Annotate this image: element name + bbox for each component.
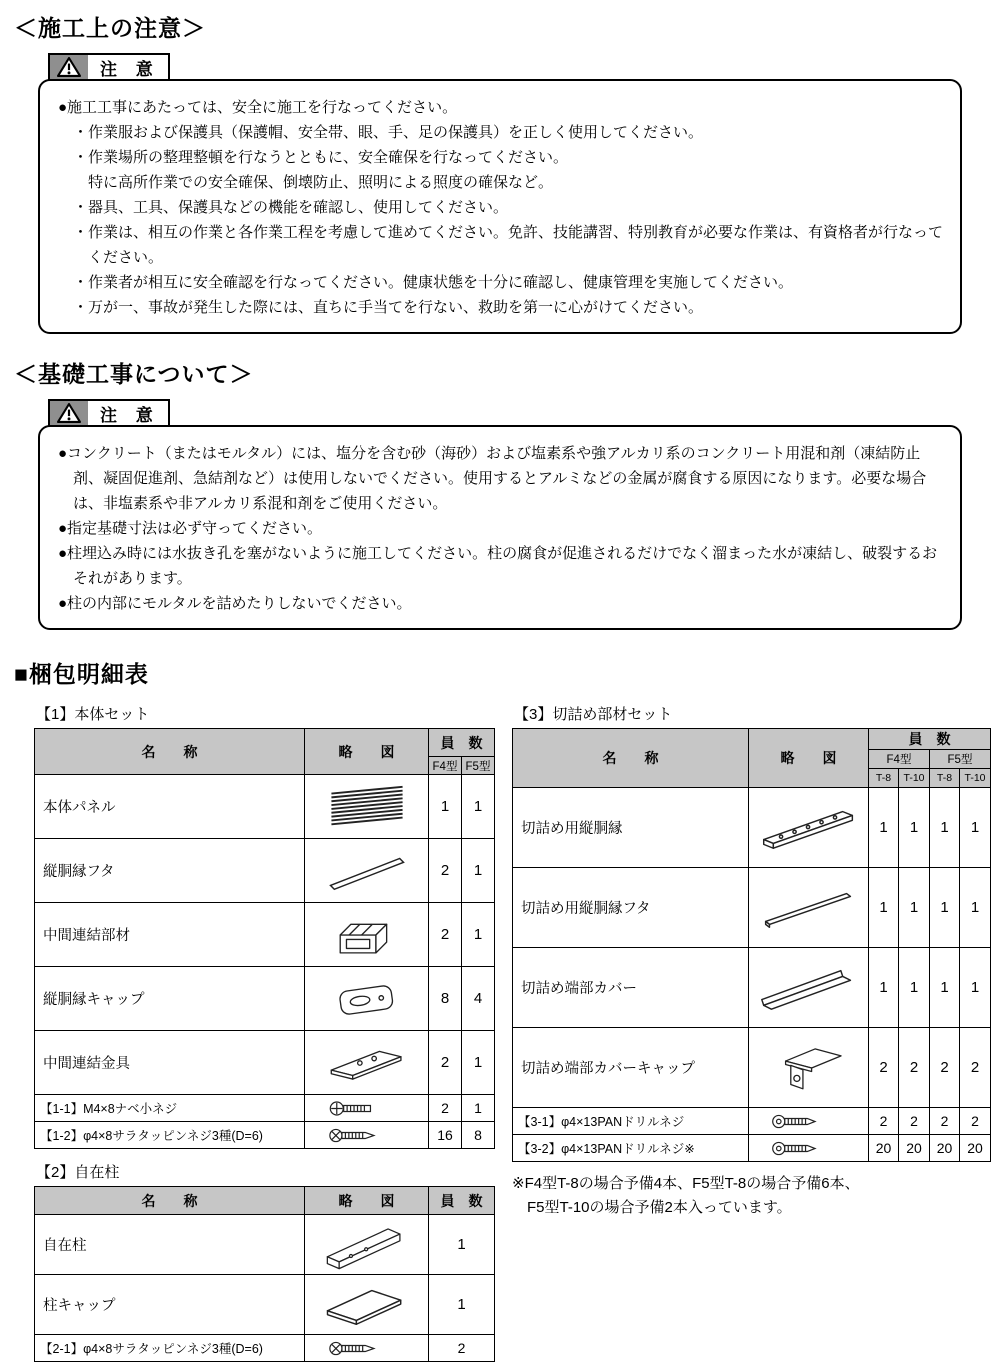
caution-label: 注 意 [100,59,160,79]
part-name: 切詰め端部カバーキャップ [513,1028,749,1108]
caution-label: 注 意 [100,405,160,425]
col-header-t10-f4: T-10 [899,769,930,788]
col-header-f4: F4型 [869,750,930,769]
caution-line: ・作業場所の整理整頓を行なうとともに、安全確保を行なってください。 [73,149,569,166]
col-header-qty: 員 数 [429,729,495,757]
left-column [34,693,494,1362]
qty: 1 [930,948,960,1028]
qty: 2 [960,1108,991,1135]
qty-f4: 16 [429,1122,462,1149]
table-row [35,1031,495,1095]
qty: 1 [960,868,991,948]
qty-f5: 1 [462,903,495,967]
table-post-caption: 【2】自在柱 [36,1164,120,1181]
caution-box-foundation [38,405,962,630]
warning-triangle-icon [50,401,88,425]
table-row [35,1122,495,1149]
caution-line: ・作業は、相互の作業と各作業工程を考慮して進めてください。免許、技能講習、特別教育が必要な作業は、有資格者が行なってください。 [73,224,944,266]
qty-f5: 4 [462,967,495,1031]
panel-sketch-icon [305,775,429,839]
drill-screw-sketch-icon [749,1135,869,1162]
caution-tab [48,399,170,427]
qty-f5: 1 [462,1031,495,1095]
qty: 2 [869,1028,899,1108]
qty: 1 [960,948,991,1028]
qty: 20 [930,1135,960,1162]
col-header-t8-f4: T-8 [869,769,899,788]
qty: 1 [960,788,991,868]
post-sketch-icon [305,1215,429,1275]
caution-tab [48,53,170,81]
caution-box-construction [38,59,962,334]
col-header-name: 名 称 [35,729,305,775]
table-row [35,1335,495,1362]
section-title-packing: ■梱包明細表 [14,661,149,687]
qty: 1 [429,1275,495,1335]
qty: 1 [869,788,899,868]
flat-screw-sketch-icon [305,1122,429,1149]
caution-line: 特に高所作業での安全確保、倒壊防止、照明による照度の確保など。 [88,174,554,191]
qty-f5: 1 [462,839,495,903]
col-header-f5: F5型 [930,750,991,769]
caution-line: ・万が一、事故が発生した際には、直ちに手当てを行ない、救助を第一に心がけてください。 [73,299,704,316]
furring-cover-sketch-icon [305,839,429,903]
table-post [34,1186,495,1362]
qty-f4: 2 [429,1095,462,1122]
part-name: 切詰め端部カバー [513,948,749,1028]
part-name: 【1-2】φ4×8サラタッピンネジ3種(D=6) [35,1122,305,1149]
caution-line: ●指定基礎寸法は必ず守ってください。 [58,520,323,537]
section-title-foundation: ＜基礎工事について＞ [14,361,254,387]
part-name: 【1-1】M4×8ナベ小ネジ [35,1095,305,1122]
col-header-f5: F5型 [462,757,495,775]
caution-line: ・器具、工具、保護具などの機能を確認し、使用してください。 [73,199,509,216]
qty-f4: 8 [429,967,462,1031]
qty: 2 [899,1028,930,1108]
table-row [513,868,991,948]
col-header-t8-f5: T-8 [930,769,960,788]
part-name: 本体パネル [35,775,305,839]
qty: 1 [930,788,960,868]
part-name: 柱キャップ [35,1275,305,1335]
qty: 2 [429,1335,495,1362]
cut-furring-sketch-icon [749,788,869,868]
warning-triangle-icon [50,55,88,79]
col-header-qty: 員 数 [429,1187,495,1215]
part-name: 切詰め用縦胴縁フタ [513,868,749,948]
qty: 2 [960,1028,991,1108]
right-column [512,693,991,1220]
qty: 2 [899,1108,930,1135]
col-header-f4: F4型 [429,757,462,775]
cut-furring-cover-sketch-icon [749,868,869,948]
qty: 1 [899,948,930,1028]
table-main-caption: 【1】本体セット [36,706,150,723]
part-name: 切詰め用縦胴縁 [513,788,749,868]
table-row [35,967,495,1031]
part-name: 自在柱 [35,1215,305,1275]
table-row [35,903,495,967]
qty: 1 [930,868,960,948]
post-cap-sketch-icon [305,1275,429,1335]
end-cover-sketch-icon [749,948,869,1028]
col-header-t10-f5: T-10 [960,769,991,788]
qty: 20 [899,1135,930,1162]
qty-f4: 1 [429,775,462,839]
end-cover-cap-sketch-icon [749,1028,869,1108]
caution-line: ・作業服および保護具（保護帽、安全帯、眼、手、足の保護具）を正しく使用してください。 [73,124,704,141]
qty-f5: 1 [462,1095,495,1122]
packing-tables [34,693,986,1362]
table-row [35,775,495,839]
note-line: F5型T-10の場合予備2本入っています。 [527,1199,792,1216]
table-row [513,1028,991,1108]
qty-f4: 2 [429,839,462,903]
caution-line: ●コンクリート（またはモルタル）には、塩分を含む砂（海砂）および塩素系や強アルカリ系のコンクリート用混和剤（凍結防止剤、凝固促進剤、急結剤など）は使用しないでください。使用するとアルミなどの金属が腐食する原因になります。必要な場合は、非塩素系や非アルカリ系混和剤をご使用ください。 [58,445,927,512]
qty: 1 [899,868,930,948]
col-header-sketch: 略 図 [305,729,429,775]
table-row [35,1275,495,1335]
col-header-name: 名 称 [513,729,749,788]
drill-screw-sketch-icon [749,1108,869,1135]
note-line: ※F4型T-8の場合予備4本、F5型T-8の場合予備6本、 [512,1175,860,1192]
table-row [513,948,991,1028]
table-row [513,1135,991,1162]
qty-f4: 2 [429,1031,462,1095]
qty: 1 [429,1215,495,1275]
qty: 1 [869,948,899,1028]
flat-screw-sketch-icon [305,1335,429,1362]
caution-line: ●施工工事にあたっては、安全に施工を行なってください。 [58,99,458,116]
spare-screws-note [512,1172,991,1220]
qty: 1 [869,868,899,948]
part-name: 中間連結部材 [35,903,305,967]
qty: 2 [930,1108,960,1135]
part-name: 中間連結金具 [35,1031,305,1095]
col-header-sketch: 略 図 [305,1187,429,1215]
section-title-construction: ＜施工上の注意＞ [14,15,206,41]
caution-line: ・作業者が相互に安全確認を行なってください。健康状態を十分に確認し、健康管理を実施してください。 [73,274,794,291]
part-name: 縦胴縁キャップ [35,967,305,1031]
part-name: 【3-2】φ4×13PANドリルネジ※ [513,1135,749,1162]
qty-f4: 2 [429,903,462,967]
part-name: 【3-1】φ4×13PANドリルネジ [513,1108,749,1135]
pan-screw-sketch-icon [305,1095,429,1122]
qty-f5: 8 [462,1122,495,1149]
part-name: 縦胴縁フタ [35,839,305,903]
part-name: 【2-1】φ4×8サラタッピンネジ3種(D=6) [35,1335,305,1362]
caution-line: ●柱の内部にモルタルを詰めたりしないでください。 [58,595,412,612]
table-row [35,1215,495,1275]
furring-cap-sketch-icon [305,967,429,1031]
qty: 20 [960,1135,991,1162]
table-row [35,839,495,903]
table-main-set [34,728,495,1149]
col-header-sketch: 略 図 [749,729,869,788]
qty: 1 [899,788,930,868]
qty: 20 [869,1135,899,1162]
joint-member-sketch-icon [305,903,429,967]
table-row [513,788,991,868]
table-row [513,1108,991,1135]
table-cut-caption: 【3】切詰め部材セット [514,706,673,723]
table-cut-set [512,728,991,1162]
caution-line: ●柱埋込み時には水抜き孔を塞がないように施工してください。柱の腐食が促進されるだけでなく溜まった水が凍結し、破裂するおそれがあります。 [58,545,938,587]
table-row [35,1095,495,1122]
qty: 2 [930,1028,960,1108]
qty: 2 [869,1108,899,1135]
qty-f5: 1 [462,775,495,839]
joint-bracket-sketch-icon [305,1031,429,1095]
col-header-qty: 員 数 [869,729,991,750]
col-header-name: 名 称 [35,1187,305,1215]
